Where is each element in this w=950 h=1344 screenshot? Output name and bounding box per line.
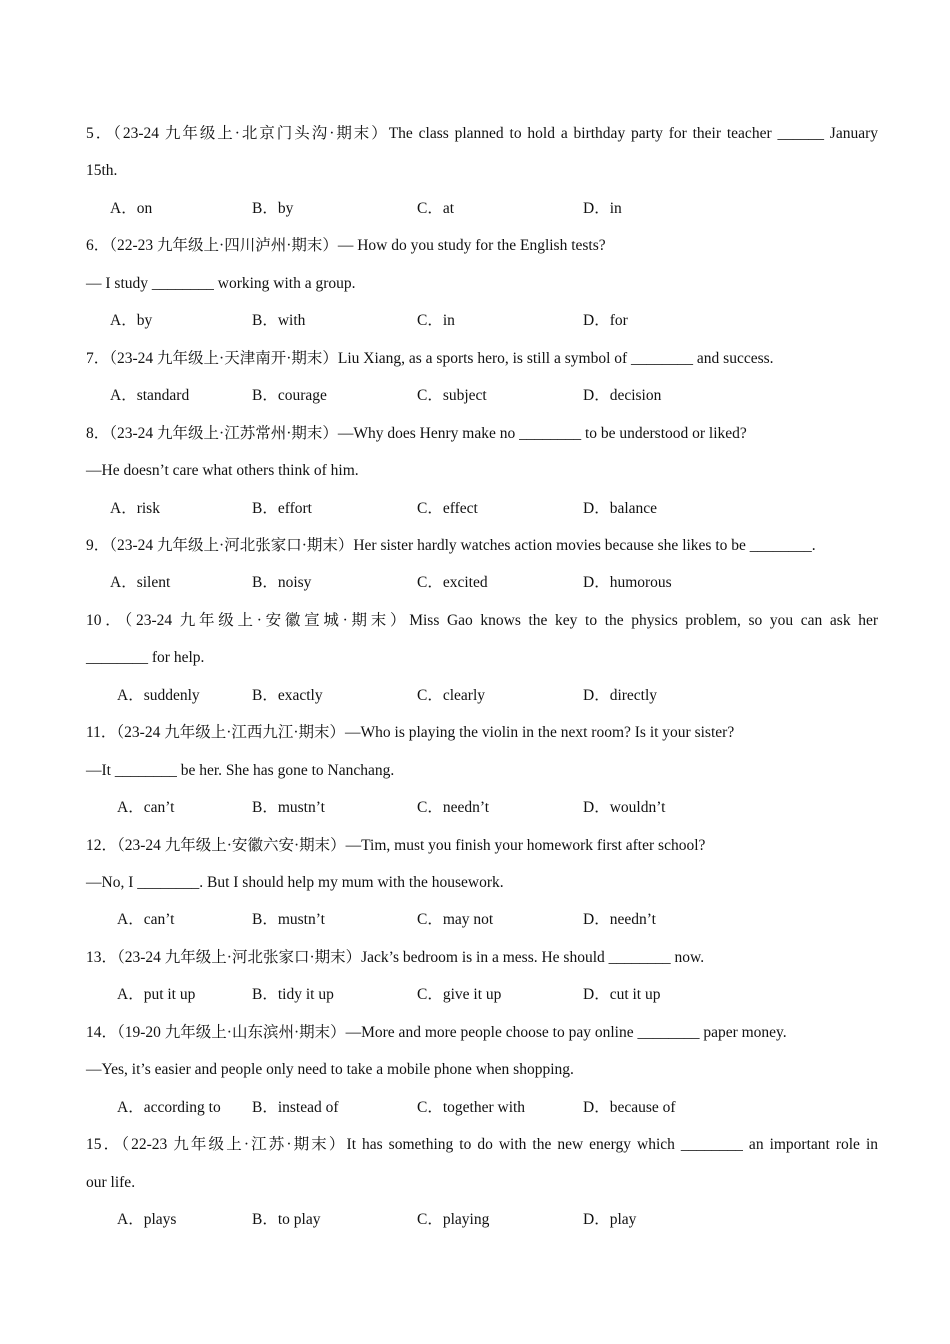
answer-options: [0, 1098, 950, 1118]
question-line: ________ for help.: [86, 649, 205, 667]
question-line: —It ________ be her. She has gone to Nanchang.: [86, 761, 395, 779]
option-b[interactable]: B．courage: [252, 387, 327, 405]
answer-options: [0, 386, 950, 406]
option-d[interactable]: D．cut it up: [583, 986, 661, 1004]
question-stem: 15．（22-23 九年级上·江苏·期末）It has something to do with the new energy which ________ an important role in: [86, 1136, 878, 1154]
option-c[interactable]: C．give it up: [417, 986, 502, 1004]
answer-options: [0, 199, 950, 219]
option-a[interactable]: A．plays: [117, 1211, 177, 1229]
answer-options: [0, 686, 950, 706]
option-a[interactable]: A．can’t: [117, 799, 175, 817]
question-line: our life.: [86, 1173, 136, 1191]
option-d[interactable]: D．decision: [583, 387, 662, 405]
question-line: —He doesn’t care what others think of him.: [86, 462, 359, 480]
option-a[interactable]: A．silent: [110, 574, 171, 592]
option-d[interactable]: D．in: [583, 199, 622, 217]
answer-options: [0, 798, 950, 818]
option-a[interactable]: A．according to: [117, 1098, 221, 1116]
option-c[interactable]: C．needn’t: [417, 799, 490, 817]
option-d[interactable]: D．because of: [583, 1098, 676, 1116]
answer-options: [0, 985, 950, 1005]
option-c[interactable]: C．in: [417, 312, 455, 330]
option-d[interactable]: D．balance: [583, 499, 658, 517]
answer-options: [0, 499, 950, 519]
option-c[interactable]: C．together with: [417, 1098, 526, 1116]
question-stem: 7．（23-24 九年级上·天津南开·期末）Liu Xiang, as a sports hero, is still a symbol of ________ and success.: [86, 349, 774, 367]
option-b[interactable]: B．mustn’t: [252, 799, 325, 817]
option-d[interactable]: D．for: [583, 312, 628, 330]
option-c[interactable]: C．playing: [417, 1211, 490, 1229]
option-c[interactable]: C．clearly: [417, 686, 486, 704]
answer-options: [0, 573, 950, 593]
question-stem: 5．（23-24 九年级上·北京门头沟·期末）The class planned to hold a birthday party for their teacher ______ January: [86, 125, 878, 142]
option-d[interactable]: D．directly: [583, 686, 658, 704]
option-a[interactable]: A．risk: [110, 499, 160, 517]
answer-options: [0, 910, 950, 930]
question-line: 15th.: [86, 162, 118, 180]
option-a[interactable]: A．suddenly: [117, 686, 200, 704]
option-c[interactable]: C．at: [417, 199, 455, 217]
question-line: — I study ________ working with a group.: [86, 274, 356, 292]
answer-options: [0, 311, 950, 331]
option-a[interactable]: A．on: [110, 199, 153, 217]
question-stem: 6．（22-23 九年级上·四川泸州·期末）— How do you study for the English tests?: [86, 237, 606, 255]
option-b[interactable]: B．noisy: [252, 574, 312, 592]
question-stem: 14．（19-20 九年级上·山东滨州·期末）—More and more people choose to pay online ________ paper money.: [86, 1023, 787, 1041]
option-b[interactable]: B．by: [252, 199, 294, 217]
option-b[interactable]: B．tidy it up: [252, 986, 334, 1004]
option-c[interactable]: C．excited: [417, 574, 488, 592]
option-b[interactable]: B．exactly: [252, 686, 323, 704]
option-d[interactable]: D．needn’t: [583, 911, 656, 929]
option-d[interactable]: D．play: [583, 1211, 637, 1229]
question-stem: 9．（23-24 九年级上·河北张家口·期末）Her sister hardly watches action movies because she likes to be ________.: [86, 536, 816, 554]
option-c[interactable]: C．may not: [417, 911, 494, 929]
option-a[interactable]: A．standard: [110, 387, 190, 405]
question-line: —No, I ________. But I should help my mum with the housework.: [86, 874, 504, 891]
option-a[interactable]: A．by: [110, 312, 153, 330]
option-c[interactable]: C．subject: [417, 387, 487, 405]
answer-options: [0, 1210, 950, 1230]
question-stem: 8．（23-24 九年级上·江苏常州·期末）—Why does Henry make no ________ to be understood or liked?: [86, 424, 747, 442]
option-b[interactable]: B．instead of: [252, 1098, 339, 1116]
question-stem: 10．（23-24 九年级上·安徽宣城·期末）Miss Gao knows the key to the physics problem, so you can ask her: [86, 611, 878, 629]
question-stem: 12．（23-24 九年级上·安徽六安·期末）—Tim, must you finish your homework first after school?: [86, 836, 706, 854]
option-b[interactable]: B．mustn’t: [252, 911, 325, 929]
option-a[interactable]: A．put it up: [117, 986, 196, 1004]
option-c[interactable]: C．effect: [417, 499, 478, 517]
question-stem: 11．（23-24 九年级上·江西九江·期末）—Who is playing the violin in the next room? Is it your sister?: [86, 724, 735, 742]
option-b[interactable]: B．with: [252, 312, 306, 330]
option-a[interactable]: A．can’t: [117, 911, 175, 929]
question-stem: 13．（23-24 九年级上·河北张家口·期末）Jack’s bedroom is in a mess. He should ________ now.: [86, 948, 705, 966]
option-d[interactable]: D．humorous: [583, 574, 672, 592]
option-b[interactable]: B．effort: [252, 499, 312, 517]
option-b[interactable]: B．to play: [252, 1211, 321, 1229]
option-d[interactable]: D．wouldn’t: [583, 799, 666, 817]
question-line: —Yes, it’s easier and people only need to take a mobile phone when shopping.: [86, 1061, 574, 1079]
